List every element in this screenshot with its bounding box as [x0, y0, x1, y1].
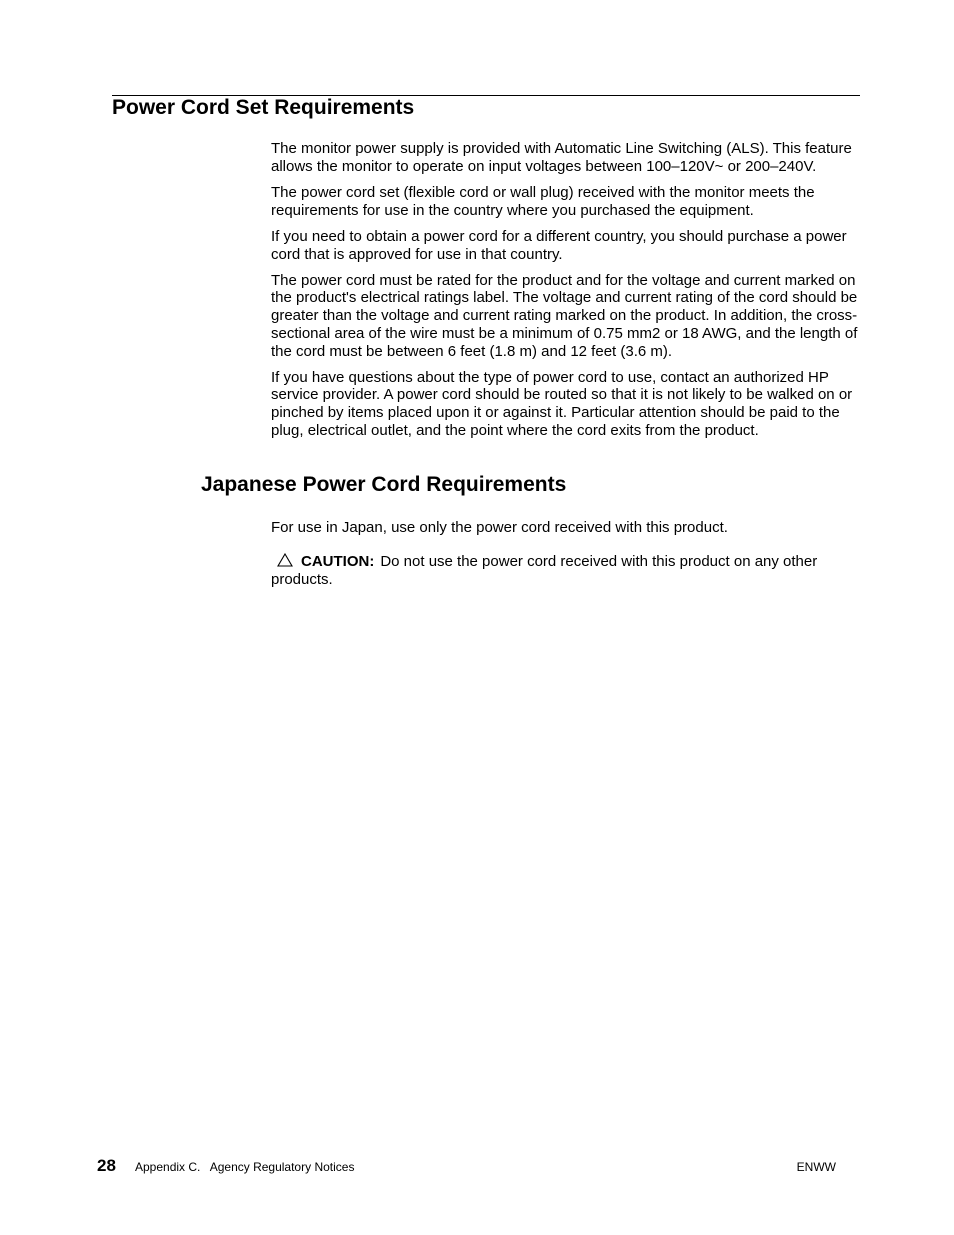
footer-chapter: Appendix C. Agency Regulatory Notices — [135, 1160, 355, 1174]
paragraph-questions: If you have questions about the type of power cord to use, contact an authorized HP service provider. A power cord should be routed so that it is not likely to be walked on or pinched by items placed upon it or against it. Particular attention should be paid to the plug, electrical outlet, and the point where the cord exits from the product. — [271, 368, 853, 439]
footer-doc-code: ENWW — [796, 1160, 836, 1174]
paragraph-rating: The power cord must be rated for the product and for the voltage and current marked on the product's electrical ratings label. The voltage and current rating of the cord should be greater than the voltage and current rating marked on the product. In addition, the cross-sectional area of the wire must be a minimum of 0.75 mm2 or 18 AWG, and the length of the cord must be between 6 feet (1.8 m) and 12 feet (3.6 m). — [271, 271, 858, 360]
section-title: Power Cord Set Requirements — [112, 96, 415, 119]
page-number: 28 — [97, 1156, 116, 1175]
caution-triangle-icon — [277, 553, 293, 567]
subsection-body — [271, 519, 861, 589]
caution-note — [271, 553, 861, 589]
paragraph-als: The monitor power supply is provided with Automatic Line Switching (ALS). This feature allows the monitor to operate on input voltages between 100–120V~ or 200–240V. — [271, 140, 852, 175]
subsection-title: Japanese Power Cord Requirements — [201, 473, 567, 496]
caution-label: CAUTION: — [301, 552, 375, 570]
page-footer — [0, 1155, 954, 1179]
caution-text: Do not use the power cord received with this product on any other products. — [271, 552, 818, 588]
section-body — [271, 140, 861, 448]
paragraph-different-country: If you need to obtain a power cord for a different country, you should purchase a power cord that is approved for use in that country. — [271, 227, 847, 263]
paragraph-japan: For use in Japan, use only the power cord received with this product. — [271, 519, 728, 536]
paragraph-cord-set: The power cord set (flexible cord or wall plug) received with the monitor meets the requirements for use in the country where you purchased the equipment. — [271, 183, 815, 219]
